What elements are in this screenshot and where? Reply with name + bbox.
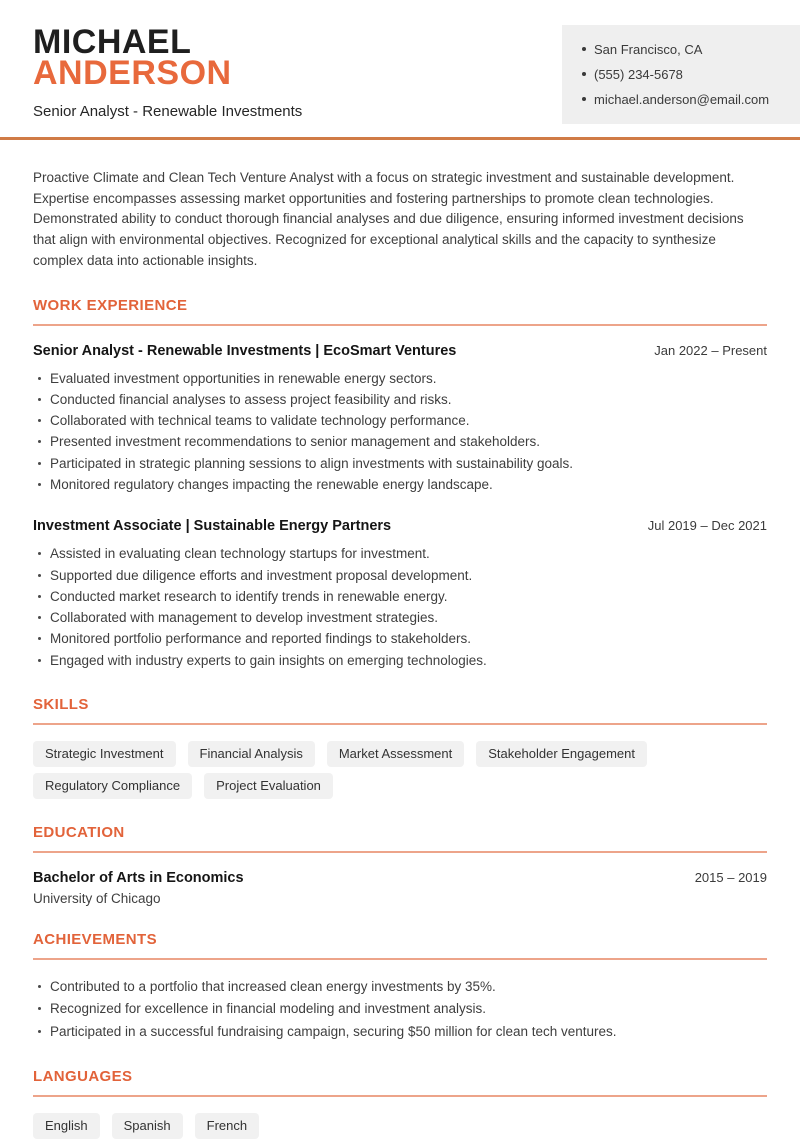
language-tag: French bbox=[195, 1113, 259, 1139]
section-heading-work-experience: WORK EXPERIENCE bbox=[33, 296, 188, 314]
section-heading-skills: SKILLS bbox=[33, 696, 89, 714]
language-tag: Spanish bbox=[112, 1113, 183, 1139]
section-rule bbox=[33, 851, 767, 853]
job-title: Investment Associate | Sustainable Energy Partners bbox=[33, 518, 392, 535]
skills-tag-list bbox=[33, 741, 767, 799]
contact-box bbox=[562, 25, 800, 124]
section-achievements bbox=[33, 931, 767, 1043]
section-heading-achievements: ACHIEVEMENTS bbox=[33, 931, 157, 949]
bullet-dot-icon bbox=[582, 72, 586, 76]
skill-tag: Regulatory Compliance bbox=[33, 773, 192, 799]
section-skills bbox=[33, 696, 767, 799]
job-bullet-list bbox=[33, 368, 767, 496]
skill-tag: Financial Analysis bbox=[188, 741, 315, 767]
section-rule bbox=[33, 324, 767, 326]
section-rule bbox=[33, 723, 767, 725]
skill-tag: Strategic Investment bbox=[33, 741, 176, 767]
last-name: ANDERSON bbox=[33, 54, 232, 92]
contact-item-location bbox=[582, 37, 786, 62]
job-bullet: Collaborated with management to develop investment strategies. bbox=[33, 607, 767, 628]
contact-item-phone bbox=[582, 62, 786, 87]
job-bullet: Collaborated with technical teams to validate technology performance. bbox=[33, 410, 767, 431]
resume-body bbox=[0, 168, 800, 1139]
section-languages bbox=[33, 1068, 767, 1139]
skill-tag: Project Evaluation bbox=[204, 773, 333, 799]
bullet-dot-icon bbox=[582, 47, 586, 51]
achievements-bullet-list bbox=[33, 976, 767, 1043]
section-heading-languages: LANGUAGES bbox=[33, 1068, 133, 1086]
education-dates: 2015 – 2019 bbox=[694, 870, 767, 886]
job-bullet: Conducted financial analyses to assess project feasibility and risks. bbox=[33, 389, 767, 410]
first-name: MICHAEL bbox=[33, 23, 192, 61]
job-bullet: Presented investment recommendations to senior management and stakeholders. bbox=[33, 431, 767, 452]
languages-tag-list bbox=[33, 1113, 767, 1139]
section-rule bbox=[33, 1095, 767, 1097]
job-bullet-list bbox=[33, 543, 767, 671]
contact-item-email bbox=[582, 87, 786, 112]
contact-phone: (555) 234-5678 bbox=[594, 67, 683, 82]
job-bullet: Participated in strategic planning sessions to align investments with sustainability goals. bbox=[33, 453, 767, 474]
achievement-bullet: Contributed to a portfolio that increased clean energy investments by 35%. bbox=[33, 976, 767, 998]
job-bullet: Conducted market research to identify trends in renewable energy. bbox=[33, 586, 767, 607]
section-work-experience bbox=[33, 297, 767, 672]
section-rule bbox=[33, 958, 767, 960]
header-job-title: Senior Analyst - Renewable Investments bbox=[33, 103, 303, 120]
language-tag: English bbox=[33, 1113, 100, 1139]
job-bullet: Monitored regulatory changes impacting the renewable energy landscape. bbox=[33, 474, 767, 495]
achievement-bullet: Participated in a successful fundraising campaign, securing $50 million for clean tech ventures. bbox=[33, 1021, 767, 1043]
resume-header bbox=[0, 0, 800, 120]
job-entry bbox=[33, 343, 767, 496]
job-entry bbox=[33, 518, 767, 671]
job-bullet: Evaluated investment opportunities in renewable energy sectors. bbox=[33, 368, 767, 389]
section-heading-education: EDUCATION bbox=[33, 824, 125, 842]
achievement-bullet: Recognized for excellence in financial modeling and investment analysis. bbox=[33, 998, 767, 1020]
job-bullet: Supported due diligence efforts and investment proposal development. bbox=[33, 565, 767, 586]
job-bullet: Engaged with industry experts to gain insights on emerging technologies. bbox=[33, 650, 767, 671]
education-degree: Bachelor of Arts in Economics bbox=[33, 870, 244, 887]
education-entry bbox=[33, 870, 767, 906]
section-education bbox=[33, 824, 767, 906]
header-divider bbox=[0, 137, 800, 140]
contact-location: San Francisco, CA bbox=[594, 42, 703, 57]
job-title: Senior Analyst - Renewable Investments | EcoSmart Ventures bbox=[33, 342, 457, 359]
skill-tag: Market Assessment bbox=[327, 741, 464, 767]
job-header bbox=[33, 343, 767, 359]
summary-paragraph: Proactive Climate and Clean Tech Venture Analyst with a focus on strategic investment and sustainable development. Expertise encompasses assessing market opportunities and fostering partnerships to promote clean technologies. Demonstrated ability to conduct thorough financial analyses and due diligence, ensuring informed investment decisions that align with environmental objectives. Recognized for exceptional analytical skills and the capacity to synthesize complex data into actionable insights. bbox=[33, 170, 744, 268]
skill-tag: Stakeholder Engagement bbox=[476, 741, 647, 767]
education-header bbox=[33, 870, 767, 886]
contact-email: michael.anderson@email.com bbox=[594, 92, 770, 107]
job-dates: Jul 2019 – Dec 2021 bbox=[647, 518, 767, 534]
job-dates: Jan 2022 – Present bbox=[654, 342, 767, 358]
job-bullet: Monitored portfolio performance and reported findings to stakeholders. bbox=[33, 628, 767, 649]
job-header bbox=[33, 518, 767, 534]
job-bullet: Assisted in evaluating clean technology startups for investment. bbox=[33, 543, 767, 564]
education-school: University of Chicago bbox=[33, 891, 161, 907]
bullet-dot-icon bbox=[582, 97, 586, 101]
